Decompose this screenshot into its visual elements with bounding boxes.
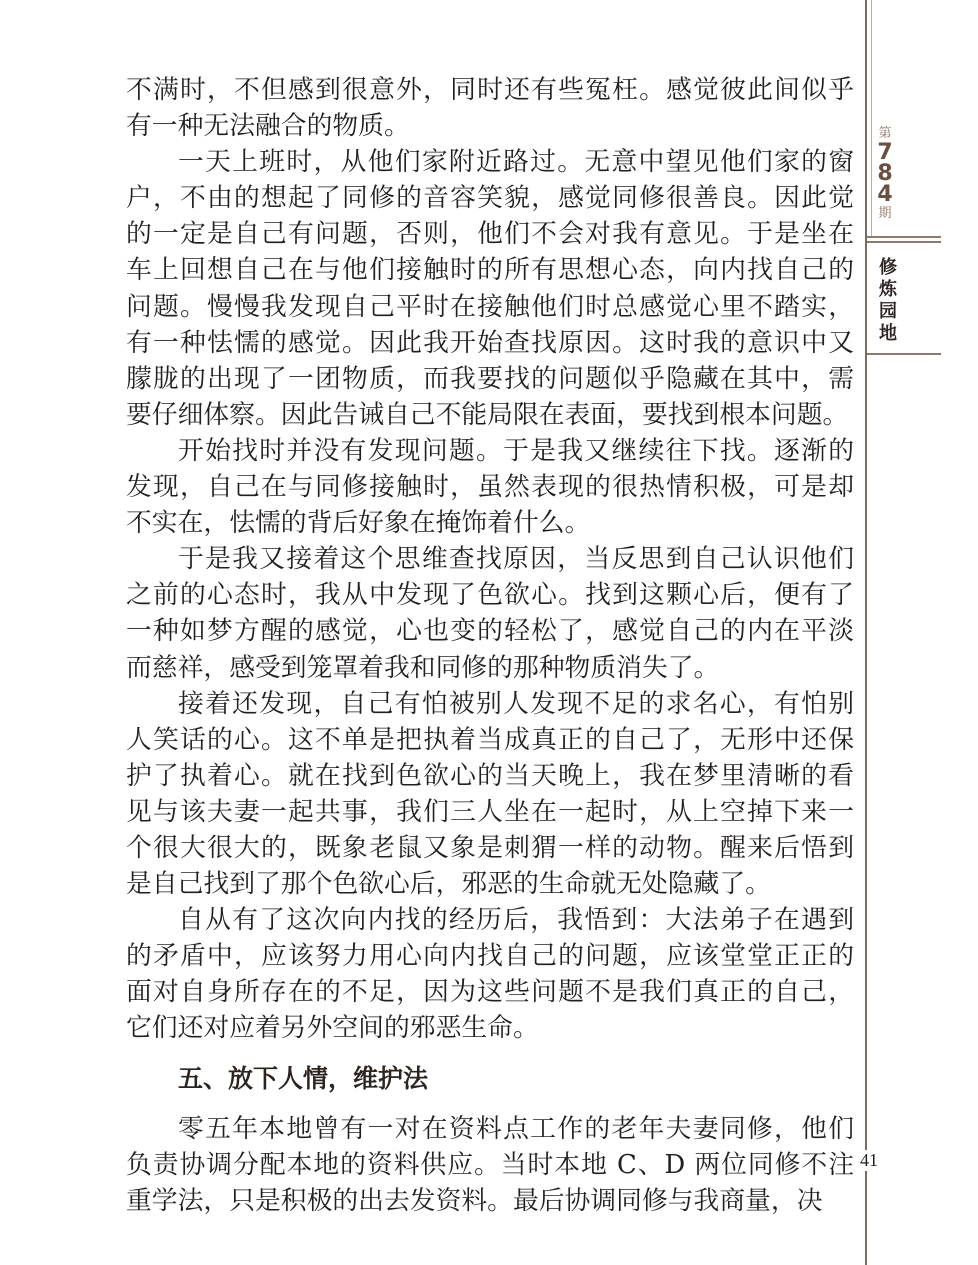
paragraph [126, 1111, 854, 1219]
text-line: 护了执着心。就在找到色欲心的当天晚上，我在梦里清晰的看 [126, 760, 854, 791]
paragraph [126, 144, 854, 433]
text-line: 人笑话的心。这不单是把执着当成真正的自己了，无形中还保 [126, 724, 854, 755]
tab-divider [867, 236, 941, 243]
text-line: 零五年本地曾有一对在资料点工作的老年夫妻同修，他们 [178, 1113, 854, 1144]
text-line: 户，不由的想起了同修的音容笑貌，感觉同修很善良。因此觉 [126, 183, 854, 214]
section-tab [867, 243, 941, 355]
text-line: 而慈祥，感受到笼罩着我和同修的那种物质消失了。 [126, 652, 720, 683]
section-heading: 五、放下人情，维护法 [178, 1063, 429, 1093]
text-line: 不满时，不但感到很意外，同时还有些冤枉。感觉彼此间似乎 [126, 75, 854, 105]
page-number: 41 [860, 1150, 878, 1170]
text-line: 是自己找到了那个色欲心后，邪恶的生命就无处隐藏了。 [126, 869, 771, 900]
text-line: 不实在，怯懦的背后好象在掩饰着什么。 [126, 508, 591, 539]
text-line: 一天上班时，从他们家附近路过。无意中望见他们家的窗 [178, 147, 854, 178]
paragraphs-after-heading [126, 1111, 854, 1219]
text-line: 车上回想自己在与他们接触时的所有思想心态，向内找自己的 [126, 255, 854, 286]
body-text [126, 72, 854, 1219]
text-line: 朦胧的出现了一团物质，而我要找的问题似乎隐藏在其中，需 [126, 363, 854, 394]
text-line: 要仔细体察。因此告诫自己不能局限在表面，要找到根本问题。 [126, 399, 849, 430]
text-line: 见与该夫妻一起共事，我们三人坐在一起时，从上空掉下来一 [126, 796, 854, 827]
text-line: 开始找时并没有发现问题。于是我又继续往下找。逐渐的 [178, 435, 854, 466]
text-line: 负责协调分配本地的资料供应。当时本地 C、D 两位同修不注 [126, 1149, 854, 1180]
paragraph [126, 433, 854, 541]
text-line: 自从有了这次向内找的经历后，我悟到：大法弟子在遇到 [178, 905, 854, 936]
issue-number: 7 8 4 [877, 140, 893, 207]
paragraph [126, 72, 854, 144]
text-line: 之前的心态时，我从中发现了色欲心。找到这颗心后，便有了 [126, 580, 854, 611]
text-line: 重学法，只是积极的出去发资料。最后协调同修与我商量，决 [126, 1185, 823, 1216]
text-line: 有一种无法融合的物质。 [126, 111, 410, 142]
text-line: 一种如梦方醒的感觉，心也变的轻松了，感觉自己的内在平淡 [126, 616, 854, 647]
paragraph [126, 686, 854, 903]
text-line: 于是我又接着这个思维查找原因，当反思到自己认识他们 [178, 544, 854, 575]
text-line: 个很大很大的，既象老鼠又象是刺猬一样的动物。醒来后悟到 [126, 832, 854, 863]
issue-prefix: 第 [878, 126, 892, 141]
text-line: 的矛盾中，应该努力用心向内找自己的问题，应该堂堂正正的 [126, 941, 854, 972]
paragraphs-before-heading [126, 72, 854, 1047]
text-line: 问题。慢慢我发现自己平时在接触他们时总感觉心里不踏实， [126, 291, 854, 322]
text-line: 接着还发现，自己有怕被别人发现不足的求名心，有怕别 [178, 688, 854, 719]
section-heading-block [126, 1061, 854, 1097]
text-line: 它们还对应着另外空间的邪恶生命。 [126, 1013, 539, 1044]
issue-marker [867, 118, 941, 236]
text-line: 发现，自己在与同修接触时，虽然表现的很热情积极，可是却 [126, 472, 854, 503]
paragraph [126, 902, 854, 1046]
text-line: 的一定是自己有问题，否则，他们不会对我有意见。于是坐在 [126, 219, 854, 250]
issue-suffix: 期 [878, 206, 892, 221]
text-line: 有一种怯懦的感觉。因此我开始查找原因。这时我的意识中又 [126, 327, 854, 358]
paragraph [126, 541, 854, 685]
section-tab-label: 修 炼 园 地 [879, 257, 897, 344]
text-line: 面对自身所存在的不足，因为这些问题不是我们真正的自己， [126, 977, 854, 1008]
